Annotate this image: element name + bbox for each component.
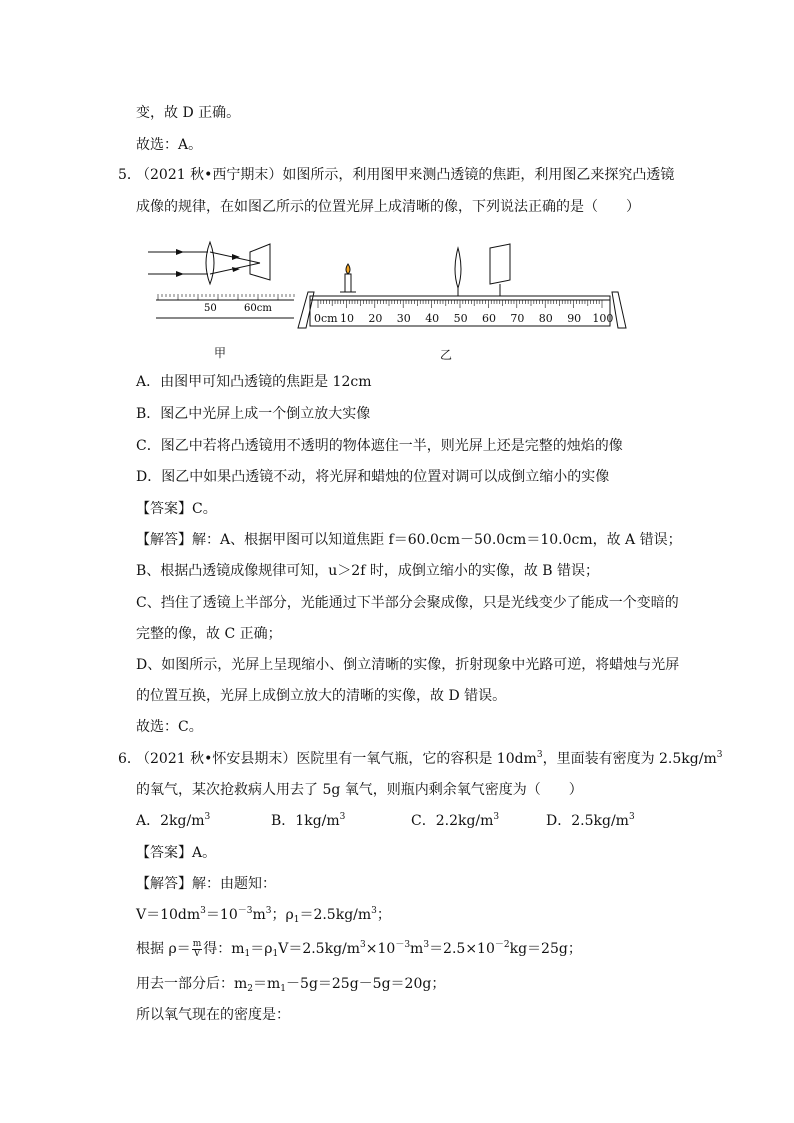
q6-stem-line2: 的氧气，某次抢救病人用去了 5g 氧气，则瓶内剩余氧气密度为（ ） (136, 782, 583, 798)
q6-number: 6． (118, 751, 141, 767)
q5-analysis-1: 【解答】解：A、根据甲图可以知道焦距 f＝60.0cm－50.0cm＝10.0cm，故 A 错误； (136, 532, 682, 548)
ruler-label: 10 (340, 312, 354, 325)
q5-option-d: D．图乙中如果凸透镜不动，将光屏和蜡烛的位置对调可以成倒立缩小的实像 (136, 469, 610, 485)
q5-choose: 故选：C。 (136, 719, 203, 735)
ruler-label: 30 (396, 312, 411, 325)
q6-sol-last: 所以氧气现在的密度是： (136, 1007, 290, 1023)
ruler-label: 90 (567, 312, 582, 325)
figure-jia (140, 238, 300, 328)
ruler-label: 70 (510, 312, 525, 325)
figure-b-label: 乙 (440, 348, 453, 362)
figure-a-label: 甲 (214, 346, 227, 360)
ruler-label: 50 (453, 312, 468, 325)
q6-sol-intro: 【解答】解：由题知： (136, 876, 276, 892)
q6-option-b: B．$1kg/m^3$ (271, 812, 346, 829)
ruler-label: 20 (368, 312, 383, 325)
q6-option-d: D．$2.5kg/m^3$ (546, 812, 635, 829)
ruler-label: 80 (538, 312, 553, 325)
q5-number: 5． (118, 167, 141, 183)
fraction-m-over-v: $\frac{m}{V}$ (192, 938, 202, 959)
q6-option-a: A．$2kg/m^3$ (136, 812, 211, 829)
q5-stem-line2: 成像的规律，在如图乙所示的位置光屏上成清晰的像，下列说法正确的是（ ） (136, 199, 640, 215)
q5-answer: 【答案】C。 (136, 501, 217, 517)
q6-answer: 【答案】A。 (136, 845, 217, 861)
ruler-label: 0cm (314, 312, 338, 325)
q6-sol-volume: $V=10dm^3=10^{-3}m^3$；$\rho_1=2.5kg/m^3$； (136, 906, 391, 925)
q5-option-c: C．图乙中若将凸透镜用不透明的物体遮住一半，则光屏上还是完整的烛焰的像 (136, 438, 623, 454)
q5-analysis-6: 的位置互换，光屏上成倒立放大的清晰的实像，故 D 错误。 (136, 688, 507, 704)
q5-analysis-2: B、根据凸透镜成像规律可知，u＞2f 时，成倒立缩小的实像，故 B 错误； (136, 563, 600, 579)
ruler-label: 60 (482, 312, 496, 325)
prev-line: 变，故 D 正确。 (136, 105, 241, 121)
figure-yi (292, 240, 632, 330)
q6-stem-line1: （2021 秋•怀安县期末）医院里有一氧气瓶，它的容积是 $10dm^3$，里面装有密度为 $2.5kg/m^3$ (136, 750, 723, 767)
ruler-label: 100 (592, 312, 614, 325)
fig-a-tick-50: 50 (204, 303, 217, 314)
q5-option-a: A．由图甲可知凸透镜的焦距是 12cm (136, 374, 372, 390)
q5-analysis-4: 完整的像，故 C 正确； (136, 626, 282, 642)
q5-stem-line1: （2021 秋•西宁期末）如图所示，利用图甲来测凸透镜的焦距，利用图乙来探究凸透镜 (136, 167, 675, 183)
q5-analysis-3: C、挡住了透镜上半部分，光能通过下半部分会聚成像，只是光线变少了能成一个变暗的 (136, 595, 679, 611)
q6-option-c: C．$2.2kg/m^3$ (411, 812, 500, 829)
q6-sol-mass2: 用去一部分后：$m_2=m_1-5g=25g-5g=20g$； (136, 976, 446, 994)
q5-option-b: B．图乙中光屏上成一个倒立放大实像 (136, 406, 371, 422)
ruler-label: 40 (425, 312, 440, 325)
prev-choose: 故选：A。 (136, 137, 203, 153)
q5-analysis-5: D、如图所示，光屏上呈现缩小、倒立清晰的实像，折射现象中光路可逆，将蜡烛与光屏 (136, 657, 680, 673)
fig-a-tick-60: 60cm (244, 303, 272, 314)
q6-sol-mass1: 根据 ρ＝ $\frac{m}{V}$ 得：$m_1=\rho_1V=2.5kg/m^3\times 10^{-3}m^3=2.5\times 10^{-2}kg=25g$； (136, 938, 582, 959)
